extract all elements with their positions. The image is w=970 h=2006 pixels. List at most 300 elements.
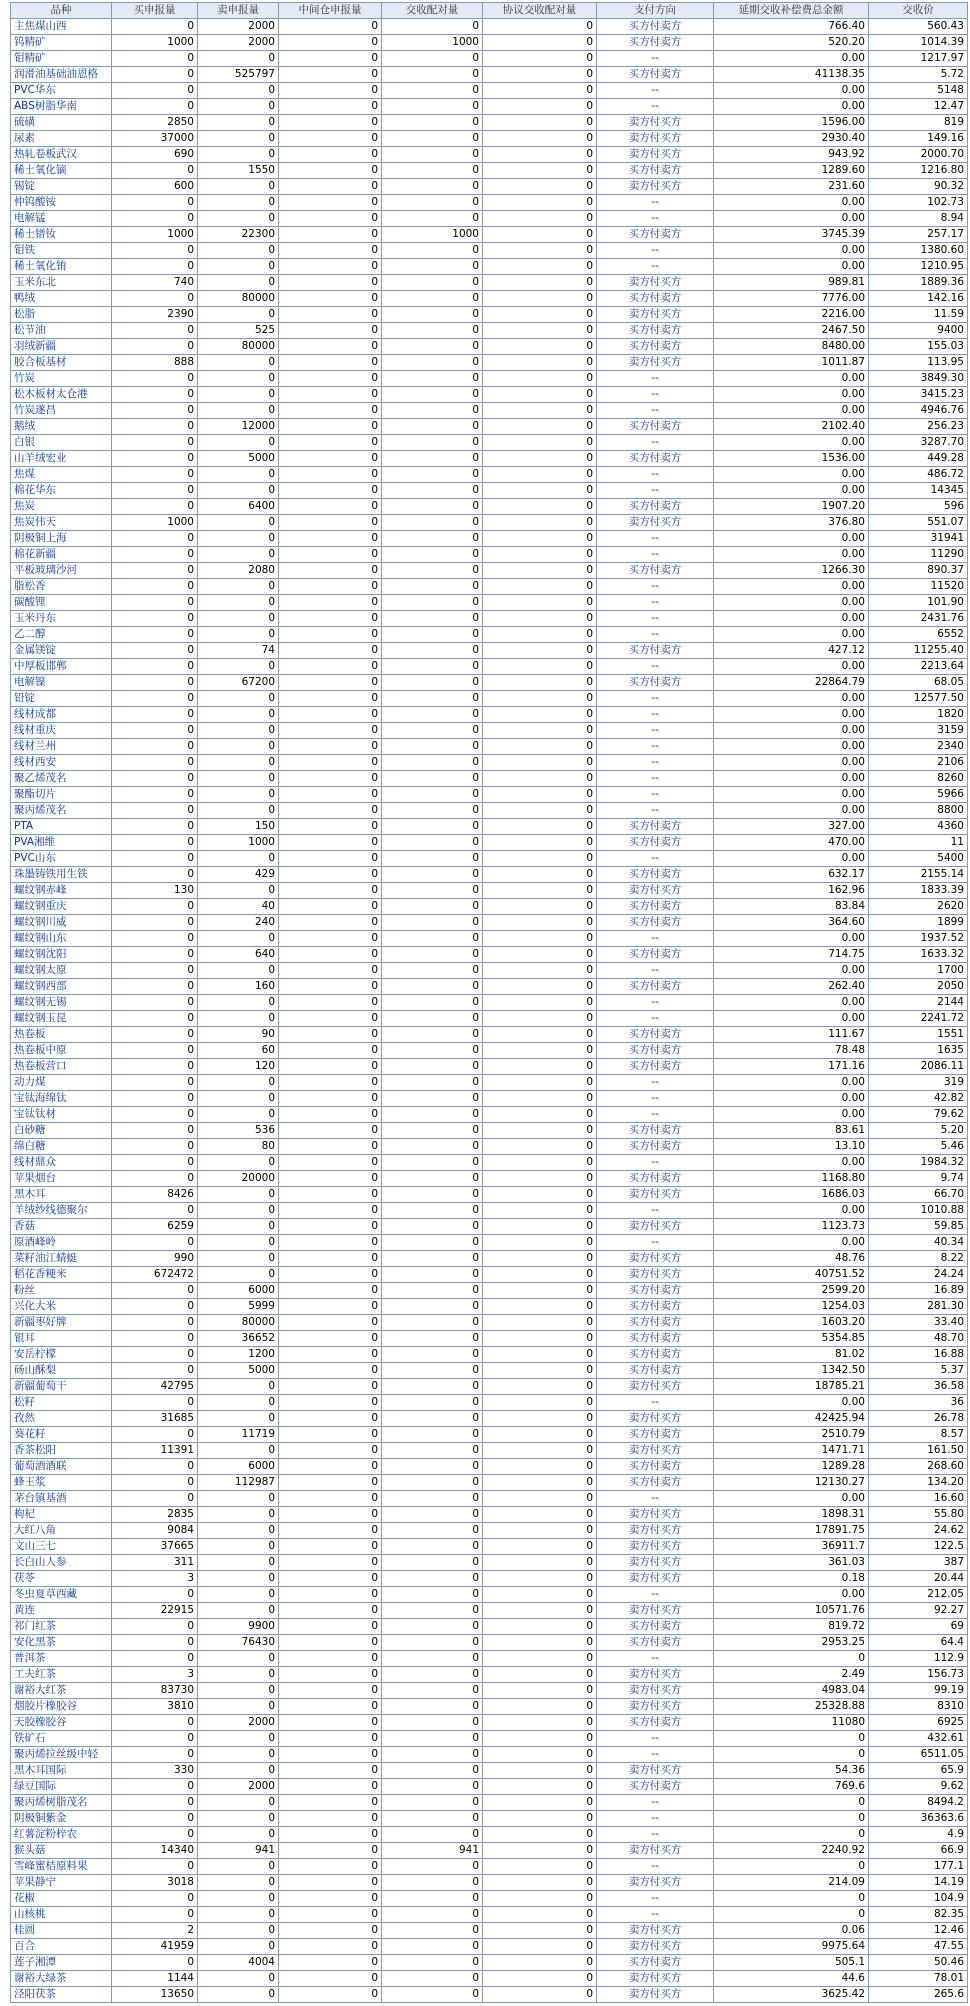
cell-variety[interactable]: 葵花籽 [11, 1427, 112, 1443]
table-row [11, 435, 968, 451]
cell-sell-declared: 0 [198, 1891, 279, 1907]
cell-compensation-total: 943.92 [714, 147, 869, 163]
cell-payment-direction: 买方付卖方 [597, 227, 714, 243]
cell-variety[interactable]: 鹅绒 [11, 419, 112, 435]
cell-sell-declared: 0 [198, 771, 279, 787]
cell-sell-declared: 525797 [198, 67, 279, 83]
cell-variety[interactable]: 茅台镇基酒 [11, 1491, 112, 1507]
cell-payment-direction: 卖方付买方 [597, 1923, 714, 1939]
table-row [11, 1987, 968, 2003]
cell-variety[interactable]: 聚丙烯茂名 [11, 803, 112, 819]
cell-delivery-price: 2155.14 [869, 867, 968, 883]
table-row [11, 115, 968, 131]
cell-compensation-total: 0.00 [714, 51, 869, 67]
cell-variety[interactable]: 铅锭 [11, 691, 112, 707]
cell-middle-declared: 0 [279, 1955, 382, 1971]
cell-variety[interactable]: 白银 [11, 435, 112, 451]
cell-variety[interactable]: 热卷板 [11, 1027, 112, 1043]
cell-sell-declared: 0 [198, 99, 279, 115]
cell-variety[interactable]: 百合 [11, 1939, 112, 1955]
cell-middle-declared: 0 [279, 1107, 382, 1123]
cell-middle-declared: 0 [279, 1731, 382, 1747]
cell-variety[interactable]: 苹果烟台 [11, 1171, 112, 1187]
cell-sell-declared: 0 [198, 659, 279, 675]
cell-matched-volume: 0 [382, 1315, 483, 1331]
cell-variety[interactable]: 银耳 [11, 1331, 112, 1347]
cell-matched-volume: 0 [382, 1043, 483, 1059]
cell-payment-direction: 买方付卖方 [597, 1715, 714, 1731]
cell-payment-direction: 买方付卖方 [597, 1331, 714, 1347]
cell-agreement-matched: 0 [483, 1459, 597, 1475]
cell-variety[interactable]: 钼精矿 [11, 51, 112, 67]
cell-variety[interactable]: 羊绒纱线德聚尔 [11, 1203, 112, 1219]
cell-middle-declared: 0 [279, 883, 382, 899]
cell-variety[interactable]: 香菇 [11, 1219, 112, 1235]
cell-variety[interactable]: 聚丙烯树脂茂名 [11, 1795, 112, 1811]
table-row [11, 1923, 968, 1939]
cell-variety[interactable]: 棉花新疆 [11, 547, 112, 563]
cell-variety[interactable]: 碳酸锂 [11, 595, 112, 611]
cell-variety[interactable]: 玉米东北 [11, 275, 112, 291]
cell-delivery-price: 11.59 [869, 307, 968, 323]
cell-compensation-total: 0 [714, 1811, 869, 1827]
cell-agreement-matched: 0 [483, 1443, 597, 1459]
cell-buy-declared: 0 [112, 259, 198, 275]
cell-variety[interactable]: 电解镍 [11, 675, 112, 691]
table-row [11, 1955, 968, 1971]
cell-buy-declared: 0 [112, 1235, 198, 1251]
cell-delivery-price: 2241.72 [869, 1011, 968, 1027]
cell-variety[interactable]: 胶合板基材 [11, 355, 112, 371]
cell-buy-declared: 22915 [112, 1603, 198, 1619]
cell-delivery-price: 82.35 [869, 1907, 968, 1923]
table-row [11, 339, 968, 355]
cell-variety[interactable]: PVC山东 [11, 851, 112, 867]
cell-delivery-price: 890.37 [869, 563, 968, 579]
table-row [11, 1075, 968, 1091]
cell-variety[interactable]: 安岳柠檬 [11, 1347, 112, 1363]
cell-agreement-matched: 0 [483, 1507, 597, 1523]
cell-compensation-total: 0.00 [714, 1491, 869, 1507]
cell-compensation-total: 819.72 [714, 1619, 869, 1635]
cell-compensation-total: 0.00 [714, 691, 869, 707]
cell-variety[interactable]: 珠墨铸铁用生铁 [11, 867, 112, 883]
cell-variety[interactable]: 竹炭 [11, 371, 112, 387]
cell-middle-declared: 0 [279, 275, 382, 291]
cell-variety[interactable]: 电解锰 [11, 211, 112, 227]
cell-middle-declared: 0 [279, 1747, 382, 1763]
cell-variety[interactable]: 新疆枣好牌 [11, 1315, 112, 1331]
cell-middle-declared: 0 [279, 1283, 382, 1299]
table-row [11, 1443, 968, 1459]
cell-variety[interactable]: 螺纹钢赤峰 [11, 883, 112, 899]
cell-matched-volume: 0 [382, 1571, 483, 1587]
cell-compensation-total: 36911.7 [714, 1539, 869, 1555]
cell-buy-declared: 0 [112, 1795, 198, 1811]
cell-delivery-price: 26.78 [869, 1411, 968, 1427]
cell-variety[interactable]: 红薯淀粉梓农 [11, 1827, 112, 1843]
cell-variety[interactable]: 天胶橡胶谷 [11, 1715, 112, 1731]
cell-middle-declared: 0 [279, 1827, 382, 1843]
cell-variety[interactable]: 聚丙烯拉丝级中轻 [11, 1747, 112, 1763]
cell-delivery-price: 2000.70 [869, 147, 968, 163]
cell-variety[interactable]: 山羊绒宏业 [11, 451, 112, 467]
cell-buy-declared: 0 [112, 995, 198, 1011]
cell-variety[interactable]: 稀土氧化镝 [11, 163, 112, 179]
cell-variety[interactable]: 猴头菇 [11, 1843, 112, 1859]
cell-variety[interactable]: 谢裕大红茶 [11, 1683, 112, 1699]
cell-variety[interactable]: 松籽 [11, 1395, 112, 1411]
cell-variety[interactable]: 菜籽油江蜻蜓 [11, 1251, 112, 1267]
cell-payment-direction: 买方付卖方 [597, 979, 714, 995]
cell-agreement-matched: 0 [483, 867, 597, 883]
cell-variety[interactable]: 乙二醇 [11, 627, 112, 643]
cell-variety[interactable]: 动力煤 [11, 1075, 112, 1091]
cell-matched-volume: 0 [382, 739, 483, 755]
cell-variety[interactable]: 锡锭 [11, 179, 112, 195]
cell-sell-declared: 240 [198, 915, 279, 931]
cell-variety[interactable]: 山核桃 [11, 1907, 112, 1923]
cell-variety[interactable]: 线材兰州 [11, 739, 112, 755]
cell-compensation-total: 0.00 [714, 739, 869, 755]
cell-buy-declared: 0 [112, 1859, 198, 1875]
cell-compensation-total: 0.00 [714, 243, 869, 259]
cell-compensation-total: 0 [714, 1747, 869, 1763]
cell-middle-declared: 0 [279, 1507, 382, 1523]
cell-variety[interactable]: 工夫红茶 [11, 1667, 112, 1683]
cell-variety[interactable]: 绵白糖 [11, 1139, 112, 1155]
cell-variety[interactable]: PTA [11, 819, 112, 835]
cell-compensation-total: 111.67 [714, 1027, 869, 1043]
cell-compensation-total: 2.49 [714, 1667, 869, 1683]
cell-middle-declared: 0 [279, 51, 382, 67]
cell-variety[interactable]: 长白山人参 [11, 1555, 112, 1571]
cell-delivery-price: 142.16 [869, 291, 968, 307]
cell-sell-declared: 80000 [198, 339, 279, 355]
cell-compensation-total: 11080 [714, 1715, 869, 1731]
table-row [11, 1811, 968, 1827]
cell-variety[interactable]: 螺纹钢玉昆 [11, 1011, 112, 1027]
cell-payment-direction: -- [597, 51, 714, 67]
cell-middle-declared: 0 [279, 899, 382, 915]
cell-variety[interactable]: 羽绒新疆 [11, 339, 112, 355]
cell-payment-direction: -- [597, 755, 714, 771]
cell-variety[interactable]: 祁门红茶 [11, 1619, 112, 1635]
cell-buy-declared: 0 [112, 323, 198, 339]
cell-variety[interactable]: 润滑油基础油恩格 [11, 67, 112, 83]
cell-variety[interactable]: 泾阳茯茶 [11, 1987, 112, 2003]
cell-variety[interactable]: 焦煤 [11, 467, 112, 483]
cell-agreement-matched: 0 [483, 1747, 597, 1763]
cell-compensation-total: 0.00 [714, 1091, 869, 1107]
cell-variety[interactable]: 线材重庆 [11, 723, 112, 739]
cell-delivery-price: 104.9 [869, 1891, 968, 1907]
cell-variety[interactable]: 松脂 [11, 307, 112, 323]
cell-delivery-price: 8.94 [869, 211, 968, 227]
cell-variety[interactable]: 香茶松阳 [11, 1443, 112, 1459]
cell-variety[interactable]: 热卷板营口 [11, 1059, 112, 1075]
cell-delivery-price: 50.46 [869, 1955, 968, 1971]
cell-matched-volume: 0 [382, 19, 483, 35]
cell-variety[interactable]: 阴极铜紫金 [11, 1811, 112, 1827]
cell-buy-declared: 1000 [112, 515, 198, 531]
cell-variety[interactable]: 热轧卷板武汉 [11, 147, 112, 163]
cell-delivery-price: 3415.23 [869, 387, 968, 403]
cell-variety[interactable]: 焦炭 [11, 499, 112, 515]
cell-agreement-matched: 0 [483, 1587, 597, 1603]
cell-matched-volume: 0 [382, 1651, 483, 1667]
cell-delivery-price: 9.62 [869, 1779, 968, 1795]
cell-variety[interactable]: 大红八角 [11, 1523, 112, 1539]
cell-compensation-total: 0.00 [714, 1075, 869, 1091]
cell-matched-volume: 0 [382, 1715, 483, 1731]
cell-variety[interactable]: 新疆葡萄干 [11, 1379, 112, 1395]
cell-delivery-price: 257.17 [869, 227, 968, 243]
cell-matched-volume: 1000 [382, 35, 483, 51]
cell-compensation-total: 989.81 [714, 275, 869, 291]
cell-payment-direction: -- [597, 707, 714, 723]
cell-variety[interactable]: 粉丝 [11, 1283, 112, 1299]
cell-variety[interactable]: 砀山酥梨 [11, 1363, 112, 1379]
cell-agreement-matched: 0 [483, 1939, 597, 1955]
cell-compensation-total: 2102.40 [714, 419, 869, 435]
cell-agreement-matched: 0 [483, 1347, 597, 1363]
cell-variety[interactable]: 棉花华东 [11, 483, 112, 499]
cell-buy-declared: 0 [112, 867, 198, 883]
cell-buy-declared: 0 [112, 707, 198, 723]
cell-variety[interactable]: 蜂王浆 [11, 1475, 112, 1491]
cell-variety[interactable]: 螺纹钢沈阳 [11, 947, 112, 963]
table-row [11, 387, 968, 403]
cell-payment-direction: 卖方付买方 [597, 1507, 714, 1523]
cell-sell-declared: 0 [198, 1107, 279, 1123]
cell-variety[interactable]: 宝钛海绵钛 [11, 1091, 112, 1107]
cell-variety[interactable]: 螺纹钢西部 [11, 979, 112, 995]
cell-matched-volume: 0 [382, 1923, 483, 1939]
cell-variety[interactable]: 螺纹钢山东 [11, 931, 112, 947]
cell-middle-declared: 0 [279, 35, 382, 51]
cell-variety[interactable]: 竹炭遂昌 [11, 403, 112, 419]
cell-variety[interactable]: 主焦煤山西 [11, 19, 112, 35]
cell-variety[interactable]: 烟胶片橡胶谷 [11, 1699, 112, 1715]
cell-buy-declared: 2835 [112, 1507, 198, 1523]
cell-sell-declared: 0 [198, 1603, 279, 1619]
cell-variety[interactable]: 尿素 [11, 131, 112, 147]
cell-variety[interactable]: 钼铁 [11, 243, 112, 259]
cell-delivery-price: 3849.30 [869, 371, 968, 387]
cell-matched-volume: 0 [382, 627, 483, 643]
cell-variety[interactable]: 苹果静宁 [11, 1875, 112, 1891]
table-row [11, 163, 968, 179]
cell-agreement-matched: 0 [483, 915, 597, 931]
cell-variety[interactable]: 脂松香 [11, 579, 112, 595]
cell-sell-declared: 76430 [198, 1635, 279, 1651]
cell-variety[interactable]: 稀土氧化铕 [11, 259, 112, 275]
cell-variety[interactable]: 黑木耳国际 [11, 1763, 112, 1779]
cell-variety[interactable]: 平板玻璃沙河 [11, 563, 112, 579]
cell-matched-volume: 0 [382, 963, 483, 979]
cell-middle-declared: 0 [279, 339, 382, 355]
cell-delivery-price: 1820 [869, 707, 968, 723]
cell-buy-declared: 0 [112, 979, 198, 995]
cell-variety[interactable]: 中厚板邯郸 [11, 659, 112, 675]
cell-variety[interactable]: ABS树脂华南 [11, 99, 112, 115]
cell-agreement-matched: 0 [483, 99, 597, 115]
table-row [11, 755, 968, 771]
cell-payment-direction: -- [597, 931, 714, 947]
cell-variety[interactable]: 阴极铜上海 [11, 531, 112, 547]
cell-sell-declared: 0 [198, 691, 279, 707]
cell-delivery-price: 1635 [869, 1043, 968, 1059]
cell-variety[interactable]: 线材成都 [11, 707, 112, 723]
cell-variety[interactable]: 黑木耳 [11, 1187, 112, 1203]
cell-variety[interactable]: 松节油 [11, 323, 112, 339]
cell-compensation-total: 1907.20 [714, 499, 869, 515]
cell-middle-declared: 0 [279, 355, 382, 371]
cell-middle-declared: 0 [279, 707, 382, 723]
cell-variety[interactable]: PVA湘维 [11, 835, 112, 851]
cell-variety[interactable]: 热卷板中原 [11, 1043, 112, 1059]
cell-variety[interactable]: 金属镁锭 [11, 643, 112, 659]
cell-variety[interactable]: 安化黑茶 [11, 1635, 112, 1651]
table-row [11, 1027, 968, 1043]
cell-buy-declared: 0 [112, 563, 198, 579]
cell-variety[interactable]: 松木板材太仓港 [11, 387, 112, 403]
cell-variety[interactable]: 螺纹钢重庆 [11, 899, 112, 915]
cell-matched-volume: 0 [382, 531, 483, 547]
cell-variety[interactable]: 冬虫夏草西藏 [11, 1587, 112, 1603]
cell-variety[interactable]: 线材鼎众 [11, 1155, 112, 1171]
cell-agreement-matched: 0 [483, 371, 597, 387]
table-row [11, 1891, 968, 1907]
cell-agreement-matched: 0 [483, 771, 597, 787]
cell-payment-direction: 卖方付买方 [597, 1555, 714, 1571]
cell-compensation-total: 2216.00 [714, 307, 869, 323]
cell-payment-direction: 卖方付买方 [597, 1219, 714, 1235]
cell-matched-volume: 0 [382, 1059, 483, 1075]
cell-compensation-total: 1123.73 [714, 1219, 869, 1235]
cell-sell-declared: 0 [198, 515, 279, 531]
cell-buy-declared: 9084 [112, 1523, 198, 1539]
cell-delivery-price: 1937.52 [869, 931, 968, 947]
cell-variety[interactable]: 硫磺 [11, 115, 112, 131]
cell-matched-volume: 0 [382, 1475, 483, 1491]
cell-variety[interactable]: 黄连 [11, 1603, 112, 1619]
cell-compensation-total: 0.00 [714, 1203, 869, 1219]
cell-middle-declared: 0 [279, 1667, 382, 1683]
cell-compensation-total: 0.00 [714, 547, 869, 563]
cell-variety[interactable]: 兴化大米 [11, 1299, 112, 1315]
cell-payment-direction: -- [597, 1203, 714, 1219]
cell-variety[interactable]: 桂圆 [11, 1923, 112, 1939]
cell-middle-declared: 0 [279, 499, 382, 515]
cell-variety[interactable]: 螺纹钢太原 [11, 963, 112, 979]
table-row [11, 1091, 968, 1107]
cell-variety[interactable]: 焦炭伟天 [11, 515, 112, 531]
cell-variety[interactable]: 聚酯切片 [11, 787, 112, 803]
table-row [11, 723, 968, 739]
cell-sell-declared: 0 [198, 707, 279, 723]
cell-payment-direction: 买方付卖方 [597, 1043, 714, 1059]
cell-variety[interactable]: 葡萄酒酒联 [11, 1459, 112, 1475]
table-row [11, 1907, 968, 1923]
cell-variety[interactable]: 莲子湘潭 [11, 1955, 112, 1971]
cell-variety[interactable]: 普洱茶 [11, 1651, 112, 1667]
cell-sell-declared: 0 [198, 739, 279, 755]
cell-payment-direction: 买方付卖方 [597, 1619, 714, 1635]
cell-matched-volume: 0 [382, 83, 483, 99]
cell-variety[interactable]: 宝钛钛材 [11, 1107, 112, 1123]
cell-delivery-price: 212.05 [869, 1587, 968, 1603]
cell-delivery-price: 5400 [869, 851, 968, 867]
table-row [11, 1571, 968, 1587]
cell-sell-declared: 0 [198, 131, 279, 147]
cell-variety[interactable]: 枸杞 [11, 1507, 112, 1523]
cell-variety[interactable]: 绿豆国际 [11, 1779, 112, 1795]
cell-variety[interactable]: 文山三七 [11, 1539, 112, 1555]
table-row [11, 531, 968, 547]
cell-delivery-price: 102.73 [869, 195, 968, 211]
cell-variety[interactable]: 白砂糖 [11, 1123, 112, 1139]
cell-variety[interactable]: 稀土镨钕 [11, 227, 112, 243]
cell-variety[interactable]: 铁矿石 [11, 1731, 112, 1747]
cell-variety[interactable]: 鸭绒 [11, 291, 112, 307]
cell-variety[interactable]: 仲钨酸铵 [11, 195, 112, 211]
cell-buy-declared: 0 [112, 851, 198, 867]
cell-buy-declared: 0 [112, 99, 198, 115]
cell-sell-declared: 0 [198, 883, 279, 899]
cell-variety[interactable]: 孜然 [11, 1411, 112, 1427]
cell-variety[interactable]: 螺纹钢无锡 [11, 995, 112, 1011]
cell-compensation-total: 1289.28 [714, 1459, 869, 1475]
cell-compensation-total: 10571.76 [714, 1603, 869, 1619]
table-row [11, 1827, 968, 1843]
cell-middle-declared: 0 [279, 947, 382, 963]
cell-matched-volume: 0 [382, 1011, 483, 1027]
cell-matched-volume: 0 [382, 1603, 483, 1619]
cell-matched-volume: 0 [382, 723, 483, 739]
cell-variety[interactable]: 原酒峰岭 [11, 1235, 112, 1251]
cell-variety[interactable]: PVC华东 [11, 83, 112, 99]
cell-variety[interactable]: 稻花香粳米 [11, 1267, 112, 1283]
cell-compensation-total: 1536.00 [714, 451, 869, 467]
cell-delivery-price: 11290 [869, 547, 968, 563]
cell-variety[interactable]: 花椒 [11, 1891, 112, 1907]
cell-compensation-total: 54.36 [714, 1763, 869, 1779]
cell-agreement-matched: 0 [483, 611, 597, 627]
cell-agreement-matched: 0 [483, 1139, 597, 1155]
cell-matched-volume: 0 [382, 563, 483, 579]
cell-middle-declared: 0 [279, 627, 382, 643]
cell-agreement-matched: 0 [483, 1811, 597, 1827]
cell-compensation-total: 0.00 [714, 1235, 869, 1251]
cell-variety[interactable]: 螺纹钢川威 [11, 915, 112, 931]
cell-payment-direction: -- [597, 1107, 714, 1123]
cell-delivery-price: 432.61 [869, 1731, 968, 1747]
cell-middle-declared: 0 [279, 243, 382, 259]
cell-middle-declared: 0 [279, 1571, 382, 1587]
cell-variety[interactable]: 玉米丹东 [11, 611, 112, 627]
cell-matched-volume: 0 [382, 659, 483, 675]
cell-variety[interactable]: 谢裕大绿茶 [11, 1971, 112, 1987]
cell-variety[interactable]: 线材西安 [11, 755, 112, 771]
cell-variety[interactable]: 雪峰蜜桔原料果 [11, 1859, 112, 1875]
cell-variety[interactable]: 聚乙烯茂名 [11, 771, 112, 787]
cell-variety[interactable]: 茯苓 [11, 1571, 112, 1587]
cell-delivery-price: 8494.2 [869, 1795, 968, 1811]
cell-variety[interactable]: 钨精矿 [11, 35, 112, 51]
cell-matched-volume: 0 [382, 1971, 483, 1987]
